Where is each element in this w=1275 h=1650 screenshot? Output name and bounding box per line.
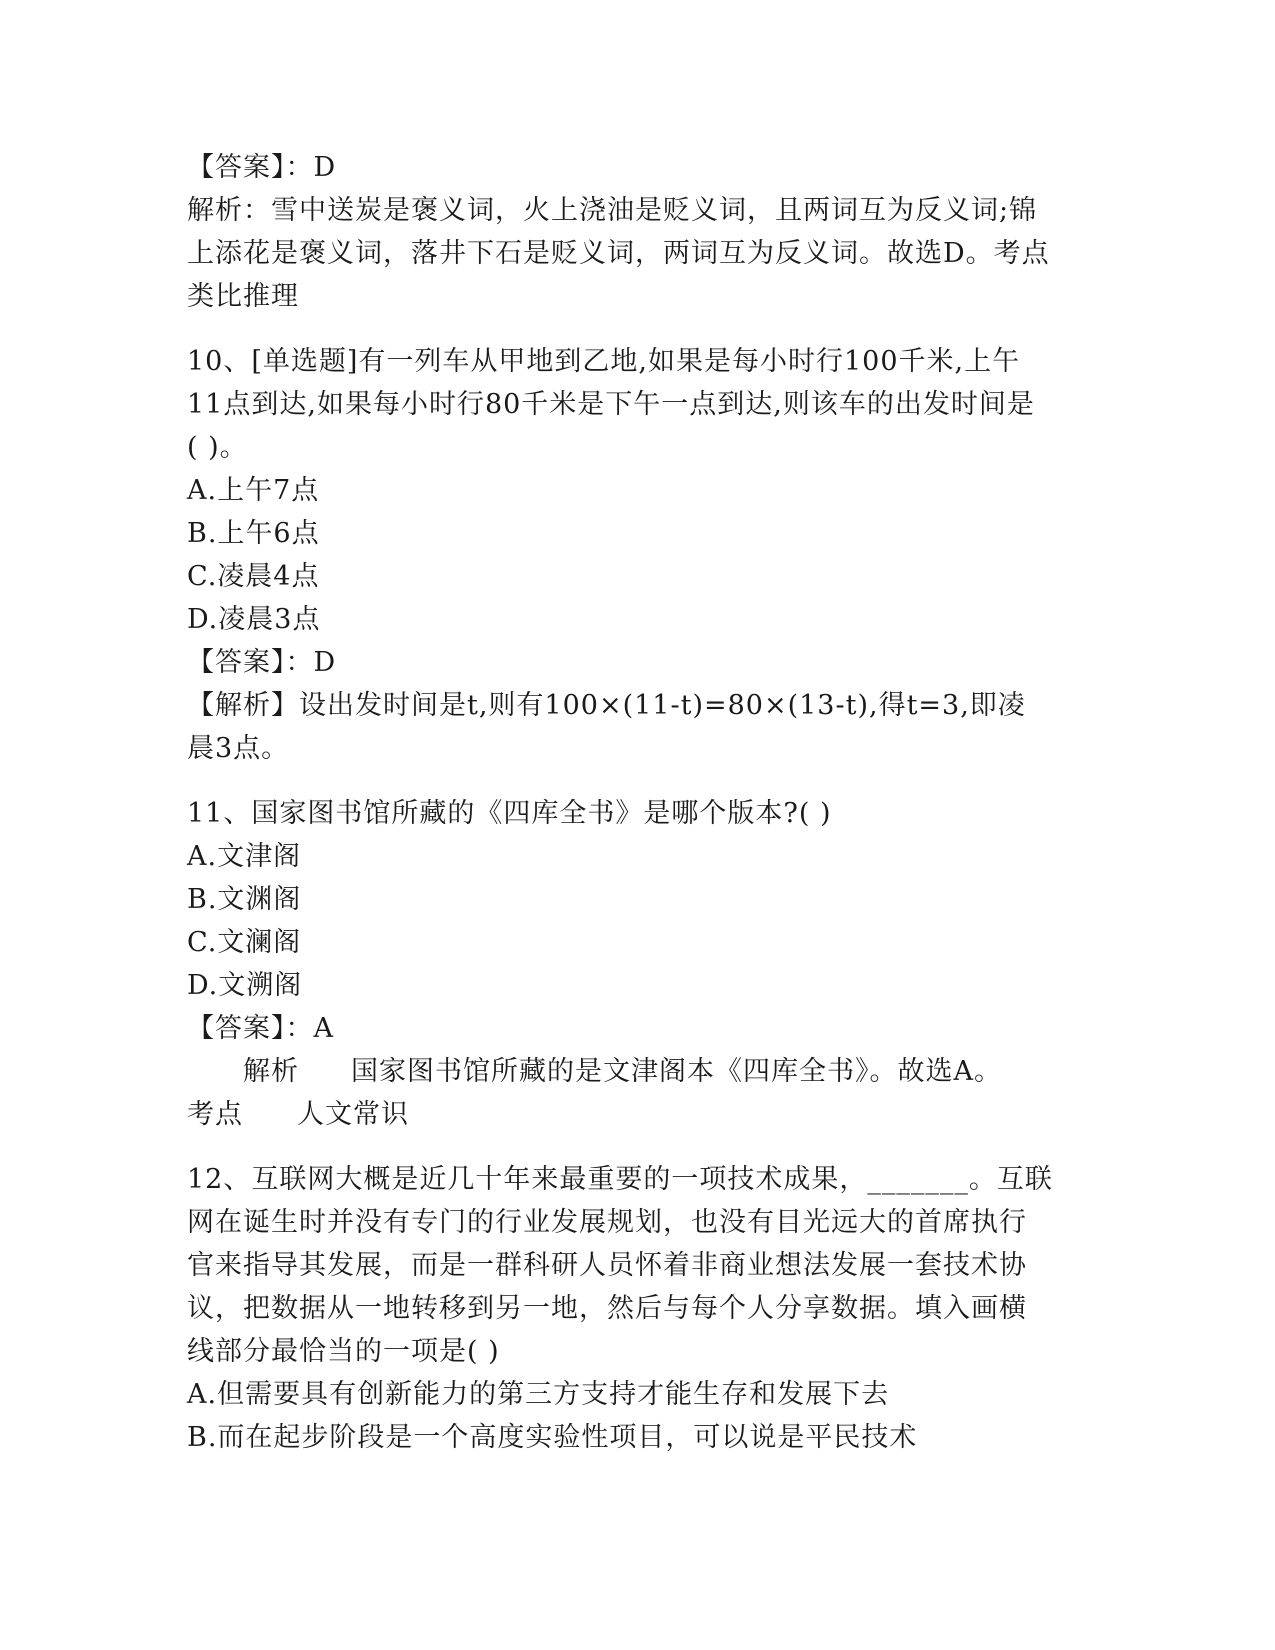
q10-stem-line-2: 11点到达,如果每小时行80千米是下午一点到达,则该车的出发时间是	[187, 389, 1035, 420]
q12-stem-line-1: 12、互联网大概是近几十年来最重要的一项技术成果，_______。互联	[187, 1164, 1053, 1195]
q10-explanation-line-2: 晨3点。	[187, 733, 290, 764]
q11-option-c: C.文澜阁	[187, 927, 302, 958]
q12-option-a: A.但需要具有创新能力的第三方支持才能生存和发展下去	[187, 1379, 890, 1410]
q11-option-d: D.文溯阁	[187, 970, 303, 1001]
q10-option-d: D.凌晨3点	[187, 604, 321, 635]
q10-answer: 【答案】：D	[187, 647, 337, 678]
q11-explanation-text: 国家图书馆所藏的是文津阁本《四库全书》。故选A。	[351, 1056, 1002, 1087]
q10-explanation-line-1: 【解析】设出发时间是t,则有100×(11-t)=80×(13-t),得t=3,即凌	[187, 690, 1026, 721]
q10-stem-line-1: 10、[单选题]有一列车从甲地到乙地,如果是每小时行100千米,上午	[187, 346, 1021, 377]
q10-option-b: B.上午6点	[187, 518, 320, 549]
q9-explanation-line-2: 上添花是褒义词，落井下石是贬义词，两词互为反义词。故选D。考点	[187, 238, 1050, 269]
q11-explanation-label: 解析	[243, 1056, 299, 1087]
q9-explanation-line-1: 解析：雪中送炭是褒义词，火上浇油是贬义词，且两词互为反义词;锦	[187, 195, 1038, 226]
q12-option-b: B.而在起步阶段是一个高度实验性项目，可以说是平民技术	[187, 1422, 918, 1453]
q11-point-text: 人文常识	[297, 1099, 409, 1130]
q12-stem-line-5: 线部分最恰当的一项是( )	[187, 1336, 500, 1367]
q11-option-b: B.文渊阁	[187, 884, 302, 915]
q11-explanation	[187, 1050, 1087, 1093]
q10-stem-line-3: ( )。	[187, 432, 248, 463]
q12-stem-line-4: 议，把数据从一地转移到另一地，然后与每个人分享数据。填入画横	[187, 1293, 1027, 1324]
q11-stem: 11、国家图书馆所藏的《四库全书》是哪个版本?( )	[187, 798, 832, 829]
q9-answer: 【答案】：D	[187, 152, 337, 183]
q11-point-label: 考点	[187, 1099, 243, 1130]
q11-answer: 【答案】：A	[187, 1013, 334, 1044]
q12-stem-line-3: 官来指导其发展，而是一群科研人员怀着非商业想法发展一套技术协	[187, 1250, 1027, 1281]
document-page	[187, 146, 1087, 1459]
q10-option-a: A.上午7点	[187, 475, 320, 506]
q12-stem-line-2: 网在诞生时并没有专门的行业发展规划，也没有目光远大的首席执行	[187, 1207, 1027, 1238]
q11-point	[187, 1093, 1087, 1136]
q11-option-a: A.文津阁	[187, 841, 302, 872]
q10-option-c: C.凌晨4点	[187, 561, 320, 592]
q9-explanation-line-3: 类比推理	[187, 281, 299, 312]
